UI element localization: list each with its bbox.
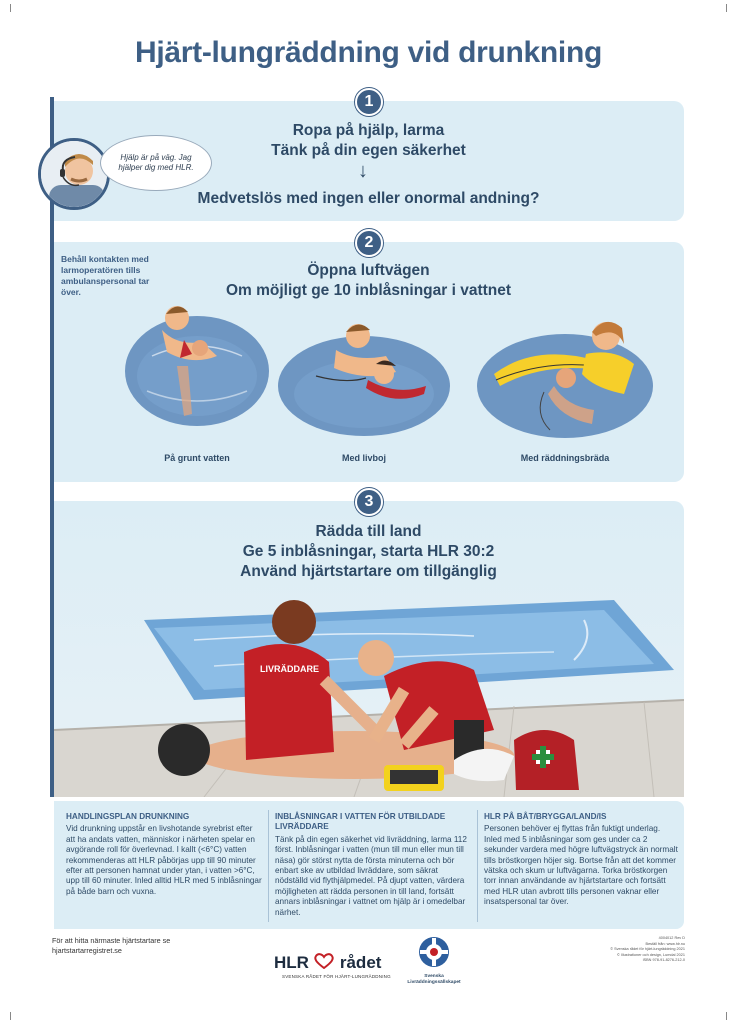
step1-badge: 1: [355, 88, 383, 116]
step2-badge: 2: [355, 229, 383, 257]
arrow-down-icon: ↓: [358, 160, 368, 182]
legal-line: © Svenska rådet för hjärt-lungräddning 2021: [610, 947, 685, 951]
sls-logo: [404, 935, 464, 985]
sls-logo-sub2: Livräddningssällskapet: [407, 980, 461, 985]
step1-line3: Medvetslös med ingen eller onormal andning?: [197, 190, 540, 207]
info-column-rescue-breaths: [275, 812, 471, 918]
hlr-radet-logo: [274, 953, 404, 983]
caption-lifebuoy: Med livboj: [341, 453, 386, 463]
legal-line: 4004012 Rev D: [658, 936, 685, 940]
info-column-action-plan: [66, 812, 262, 897]
crop-mark: [10, 4, 11, 12]
lifebuoy-illustration: [276, 316, 452, 442]
info-divider: [477, 810, 478, 922]
hlr-logo-sub: SVENSKA RÅDET FÖR HJÄRT-LUNGRÄDDNING: [282, 974, 391, 979]
caption-rescue-board: Med räddningsbräda: [520, 453, 610, 463]
poolside-cpr-illustration: [54, 580, 684, 797]
speech-bubble: Hjälp är på väg. Jag hjälper dig med HLR.: [100, 135, 212, 191]
crop-mark: [726, 4, 727, 12]
step2-side-note: Behåll kontakten med larmoperatören tills ambulanspersonal tar över.: [61, 254, 150, 297]
legal-line: Beställ från: www.hlr.nu: [645, 941, 685, 946]
lifebuoy-cross-icon: [417, 935, 451, 969]
info-col1-title: HANDLINGSPLAN DRUNKNING: [66, 812, 190, 821]
crop-mark: [726, 1012, 727, 1020]
page-title: Hjärt-lungräddning vid drunkning: [134, 36, 603, 69]
footer-note-link[interactable]: hjartstartarregistret.se: [52, 945, 122, 955]
footer-note: [52, 936, 170, 955]
legal-info: [565, 936, 685, 964]
caption-shallow-water: På grunt vatten: [164, 453, 230, 463]
info-col2-text: Tänk på din egen säkerhet vid livräddning, larma 112 först. Inblåsningar i vatten (mun till mun eller mun till näsa) gör störst nytta de första minuterna och bör enbart ske av utbildad livräddare, som säkrat nödställd vid flythjälpmedel. På djupt vatten, värdera möjligheten att rädda personen in till land, fortsätt annars inblåsningar i vattnet om hjälp är i omedelbar närhet.: [275, 834, 467, 917]
step3-badge: 3: [355, 488, 383, 516]
sls-logo-sub1: Svenska: [424, 974, 444, 979]
operator-avatar: [38, 138, 110, 210]
legal-line: ISBN 978-91-8276-212-0: [642, 958, 685, 962]
step3-line2: Ge 5 inblåsningar, starta HLR 30:2: [242, 543, 495, 560]
legal-line: © Illustrationer och design, Lumdal 2021: [616, 952, 685, 957]
shallow-water-illustration: [122, 296, 272, 446]
footer-note-line1: För att hitta närmaste hjärtstartare se: [52, 936, 171, 945]
info-col3-text: Personen behöver ej flyttas från fuktigt underlag. Inled med 5 inblåsningar som ges under ca 2 sekunder vardera med högre luftvägstryck än normalt tills bröstkorgen höjer sig. Bortse från att det kommer vätska och skum ur luftvägarna. Torka bröstkorgen torr innan användande av hjärtstartare och fortsätt med HLR utan avbrott tills personen vaknar eller insatspersonal tar över.: [484, 824, 678, 907]
info-col3-title: HLR PÅ BÅT/BRYGGA/LAND/IS: [484, 812, 607, 821]
shirt-label: LIVRÄDDARE: [260, 664, 320, 674]
step2-line1: Öppna luftvägen: [307, 262, 430, 279]
step2-line2: Om möjligt ge 10 inblåsningar i vattnet: [225, 282, 512, 299]
rescue-board-illustration: [474, 314, 656, 442]
info-col1-text: Vid drunkning uppstår en livshotande syrebrist efter att ha andats vatten, människor i närheten spelar en avgörande roll för överlevnad. I kallt (<6°C) vatten rekommenderas att HLR påbörjas upp till 90 minuter efter att personen hamnat under ytan, i vatten >6°C, upp till 60 minuter. Inled alltid HLR med 5 inblåsningar på både barn och vuxna.: [66, 824, 262, 896]
info-column-boat-cpr: [484, 812, 680, 908]
info-col2-title: INBLÅSNINGAR I VATTEN FÖR UTBILDADE LIVRÄDDARE: [275, 812, 446, 832]
step3-line1: Rädda till land: [315, 523, 422, 540]
hlr-logo-right: rådet: [339, 953, 382, 972]
info-divider: [268, 810, 269, 922]
crop-mark: [10, 1012, 11, 1020]
hlr-logo-left: HLR: [274, 953, 309, 972]
heart-icon: [313, 953, 335, 969]
step1-line1: Ropa på hjälp, larma: [292, 122, 445, 139]
step1-line2: Tänk på din egen säkerhet: [271, 142, 466, 159]
step3-line3: Använd hjärtstartare om tillgänglig: [240, 563, 497, 580]
